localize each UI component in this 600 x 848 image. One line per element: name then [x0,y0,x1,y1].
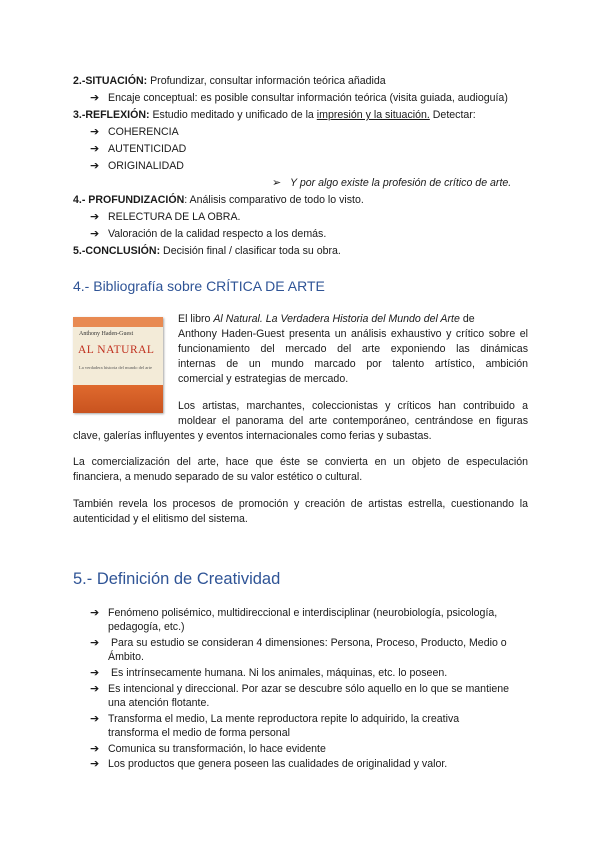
arrow-icon: ➔ [90,667,100,679]
arrow-icon: ➔ [90,160,100,172]
list-item-text: Fenómeno polisémico, multidireccional e interdisciplinar (neurobiología, psicología, [108,607,498,619]
step-text: Profundizar, consultar información teórica añadida [147,75,386,87]
step-conclusion [73,244,341,258]
list-item [90,91,508,105]
step-text: Decisión final / clasificar toda su obra. [160,245,341,257]
arrow-icon: ➔ [90,143,100,155]
paragraph-line [178,312,528,327]
arrow-icon: ➔ [90,713,100,725]
step-label: 3.-REFLEXIÓN: [73,109,150,121]
note-line [272,176,511,190]
list-item [90,757,447,771]
list-item-text: Es intencional y direccional. Por azar se descubre sólo aquello en lo que se mantiene [108,683,510,695]
list-item-text: COHERENCIA [108,126,179,138]
arrow-icon: ➔ [90,211,100,223]
section-heading-creatividad: 5.- Definición de Creatividad [73,570,281,588]
step-text-underlined: impresión y la situación. [316,109,430,121]
arrow-icon: ➔ [90,758,100,770]
paragraph: La comercialización del arte, hace que éste se convierta en un objeto de especulación financiera, a menudo separado de su valor estético o cultural. [73,456,528,483]
paragraph: También revela los procesos de promoción y creación de artistas estrella, cuestionando la autenticidad y el elitismo del sistema. [73,498,528,525]
cover-author: Anthony Haden-Guest [79,331,134,337]
paragraph-line: funcionamiento del mercado del arte exponiendo las dinámicas [178,343,528,355]
list-item [90,125,179,139]
list-item [90,636,507,650]
list-item [90,682,509,696]
paragraph-line: internas de un mundo marcado por talento artístico, ambición [178,358,528,370]
arrow-icon: ➔ [90,683,100,695]
paragraph-line: comercial y estrategias de mercado. [178,373,349,385]
step-situacion [73,74,386,88]
list-item-continuation: pedagogía, etc.) [108,621,185,633]
list-item-text: ORIGINALIDAD [108,160,184,172]
list-item [90,142,186,156]
list-item-text: Encaje conceptual: es posible consultar información teórica (visita guiada, audioguía) [108,92,508,104]
text: de [459,313,475,325]
list-item [90,227,326,241]
arrow-icon: ➔ [90,743,100,755]
paragraph-line: Anthony Haden-Guest presenta un análisis exhaustivo y crítico sobre el [178,328,528,340]
list-item-continuation: Ámbito. [108,651,144,663]
list-item-text: Para su estudio se consideran 4 dimensiones: Persona, Proceso, Producto, Medio o [108,637,507,649]
list-item-text: Los productos que genera poseen las cualidades de originalidad y valor. [108,758,448,770]
list-item [90,742,326,756]
step-text: Detectar: [429,109,476,121]
section-heading-bibliografia: 4.- Bibliografía sobre CRÍTICA DE ARTE [73,278,325,294]
cover-subtitle: La verdadera historia del mundo del arte [79,365,152,370]
list-item [90,210,240,224]
cover-bottom [73,385,163,413]
cover-title: AL NATURAL [78,344,155,356]
note-text: Y por algo existe la profesión de crítico de arte. [290,177,512,189]
book-cover-image [73,317,163,413]
list-item-text: Valoración de la calidad respecto a los demás. [108,228,327,240]
arrowhead-icon: ➢ [272,177,282,189]
arrow-icon: ➔ [90,607,100,619]
arrow-icon: ➔ [90,126,100,138]
list-item [90,712,459,726]
step-profundizacion [73,193,364,207]
list-item [90,159,184,173]
list-item-continuation: una atención flotante. [108,697,210,709]
paragraph [178,399,528,429]
step-reflexion [73,108,476,122]
arrow-icon: ➔ [90,637,100,649]
list-item-text: Es intrínsecamente humana. Ni los animales, máquinas, etc. lo poseen. [108,667,448,679]
arrow-icon: ➔ [90,228,100,240]
list-item-text: RELECTURA DE LA OBRA. [108,211,241,223]
step-label: 4.- PROFUNDIZACIÓN [73,194,185,206]
cover-stripe [73,317,163,327]
paragraph-line: Los artistas, marchantes, coleccionistas y críticos han contribuido a [178,400,528,412]
arrow-icon: ➔ [90,92,100,104]
step-label: 2.-SITUACIÓN: [73,75,148,87]
paragraph-line: moldear el panorama del arte contemporáneo, centrándose en figuras [178,415,528,427]
paragraph-line: clave, galerías influyentes y eventos internacionales como ferias y subastas. [73,430,432,442]
list-item [90,606,497,620]
text: El libro [178,313,214,325]
list-item [90,666,447,680]
list-item-text: Comunica su transformación, lo hace evidente [108,743,326,755]
book-title-text: Al Natural. La Verdadera Historia del Mundo del Arte [213,313,460,325]
step-text: : Análisis comparativo de todo lo visto. [184,194,364,206]
list-item-continuation: transforma el medio de forma personal [108,727,290,739]
step-label: 5.-CONCLUSIÓN: [73,245,161,257]
list-item-text: Transforma el medio, La mente reproductora repite lo adquirido, la creativa [108,713,460,725]
list-item-text: AUTENTICIDAD [108,143,187,155]
paragraph [178,312,528,387]
step-text: Estudio meditado y unificado de la [149,109,317,121]
